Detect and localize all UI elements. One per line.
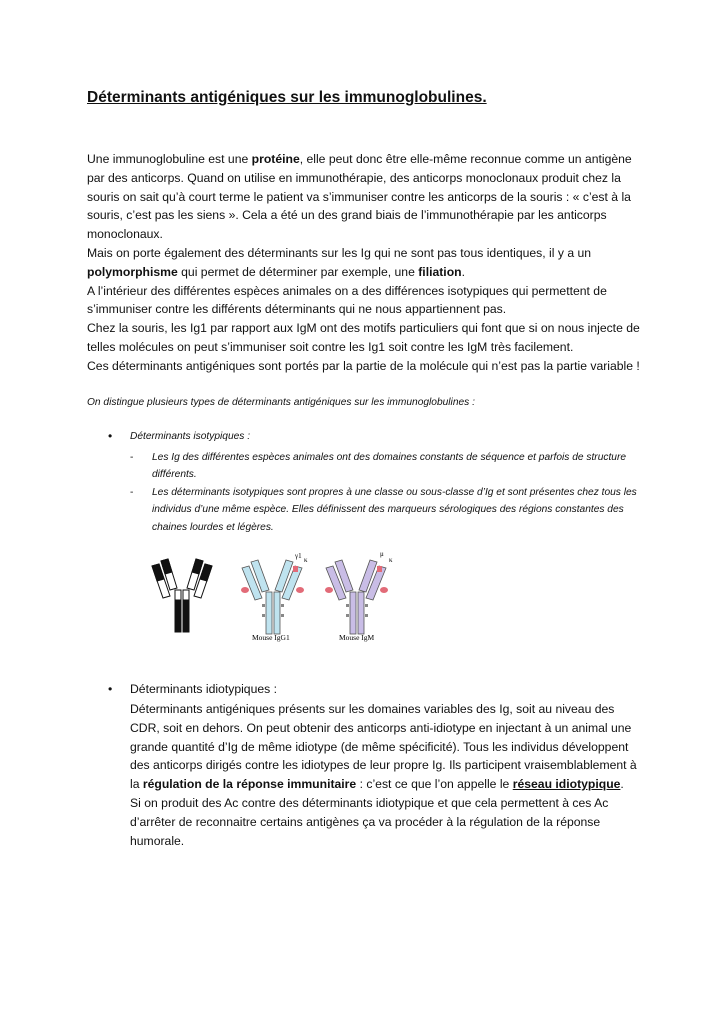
antibody-figure bbox=[150, 548, 410, 643]
isotypic-item-1-text: Les Ig des différentes espèces animales ont des domaines constants de séquence et parfois de structure différents. bbox=[152, 452, 627, 481]
intro-paragraph-5: Ces déterminants antigéniques sont portés par la partie de la molécule qui n’est pas la partie variable ! bbox=[87, 358, 640, 373]
text-run: Une immunoglobuline est une bbox=[87, 152, 252, 166]
bullet-marker: • bbox=[108, 682, 113, 696]
bold-term-filiation: filiation bbox=[418, 264, 462, 279]
dash-marker: - bbox=[130, 487, 134, 498]
idiotypic-paragraph-2: Si on produit des Ac contre des déterminants idiotypique et que cela permettent à ces Ac d’arrêter de reconnaitre certains antigènes ça va procéder à la régulation de la réponse humorale. bbox=[130, 795, 609, 848]
italic-intro: On distingue plusieurs types de déterminants antigéniques sur les immunoglobulines : bbox=[87, 397, 475, 408]
bullet-marker: • bbox=[108, 429, 113, 443]
kappa-label-igm: κ bbox=[389, 556, 393, 564]
intro-paragraph-4: Chez la souris, les Ig1 par rapport aux IgM ont des motifs particuliers qui font que si on nous injecte de telles molécules on peut s’immuniser soit contre les Ig1 soit contre les IgM très facilement. bbox=[87, 321, 640, 354]
kappa-label-igg1: κ bbox=[304, 556, 308, 564]
bold-underlined-term-reseau: réseau idiotypique bbox=[512, 777, 621, 792]
intro-paragraph-2 bbox=[87, 244, 647, 282]
intro-paragraph-3: A l’intérieur des différentes espèces animales on a des différences isotypiques qui permettent de s’immuniser contre les différents déterminants qui ne nous appartiennent pas. bbox=[87, 283, 607, 317]
gamma-label: γ1 bbox=[295, 552, 302, 560]
text-run: , elle peut donc être elle-même reconnue comme un antigène par des anticorps. Quand on utilise en immunothérapie, des anticorps monoclonaux produit chez la souris on sait qu’à court terme le patient va s’immuniser contre les anticorps de la souris : « c’est à la souris, c’est pas les siens ». Cela a été un des grand biais de l’immunothérapie par les anticorps monoclonaux. bbox=[87, 152, 632, 242]
bold-term-polymorphisme: polymorphisme bbox=[87, 264, 178, 279]
label-mouse-igg1: Mouse IgG1 bbox=[252, 633, 290, 642]
bold-term-regulation: régulation de la réponse immunitaire bbox=[142, 777, 357, 792]
idiotypic-paragraph bbox=[130, 700, 645, 850]
intro-paragraph-1 bbox=[87, 150, 647, 244]
mu-label: μ bbox=[380, 550, 384, 558]
dash-marker: - bbox=[130, 452, 134, 463]
text-run: . bbox=[461, 264, 465, 279]
text-run: . bbox=[620, 777, 624, 792]
black-antibody bbox=[152, 559, 212, 632]
igm-antibody bbox=[325, 560, 388, 634]
antibody-diagram bbox=[150, 548, 410, 643]
bold-term-proteine: protéine bbox=[251, 152, 300, 166]
label-mouse-igm: Mouse IgM bbox=[339, 633, 375, 642]
text-run: Mais on porte également des déterminants sur les Ig qui ne sont pas tous identiques, il y a un bbox=[87, 245, 592, 260]
text-run: : c’est ce que l’on appelle le bbox=[356, 777, 513, 792]
page-title: Déterminants antigéniques sur les immunoglobulines. bbox=[87, 89, 487, 106]
isotypic-item-2-text: Les déterminants isotypiques sont propres à une classe ou sous-classe d’Ig et sont présentes chez tous les individus d’une même espèce. Elles définissent des marqueurs sérologiques des régions constantes des chaines lourdes et légères. bbox=[152, 487, 637, 533]
text-run: qui permet de déterminer par exemple, une bbox=[177, 264, 419, 279]
bullet-idiotypic-heading: Déterminants idiotypiques : bbox=[130, 682, 277, 696]
intro-text bbox=[87, 150, 647, 376]
bullet-isotypic-heading: Déterminants isotypiques : bbox=[130, 431, 251, 442]
igg1-antibody bbox=[241, 560, 304, 634]
text-run: Déterminants antigéniques présents sur les domaines variables des Ig, soit au niveau des CDR, soit en dehors. On peut obtenir des anticorps anti-idiotype en injectant à un animal une grande quantité d’Ig de même idiotype (de même spécificité). Tous les individus développent des anticorps dirigés contre les idiotypes de leur propre Ig. Ils participent vraisemblablement à la bbox=[130, 702, 637, 792]
